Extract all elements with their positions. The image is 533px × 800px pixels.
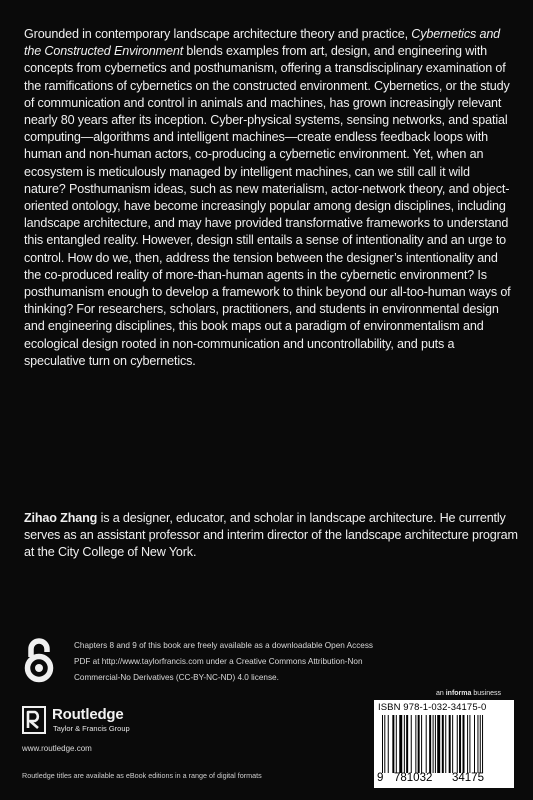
barcode-bar [449, 715, 451, 773]
description-lead: Grounded in contemporary landscape architecture theory and practice, [24, 27, 412, 41]
open-access-notice: Chapters 8 and 9 of this book are freely available as a downloadable Open Access PDF at http://www.taylorfrancis.com under a Creative Commons Attribution-Non Commercial-No Derivatives (CC-BY-NC-ND) 4.0 license. [74, 641, 374, 682]
barcode-bars [380, 715, 508, 773]
barcode-bar [477, 715, 478, 773]
barcode-bar [435, 715, 436, 773]
barcode-digits [374, 772, 514, 788]
isbn-label: ISBN 978-1-032-34175-0 [378, 702, 487, 713]
barcode-bar [411, 715, 412, 773]
barcode-bar [482, 715, 483, 773]
informa-brand: informa [445, 690, 472, 697]
barcode-bar [382, 715, 383, 773]
book-title-italic: Cybernetics and the Constructed Environment [24, 27, 501, 59]
barcode-bar [474, 715, 475, 773]
author-name: Zihao Zhang [24, 511, 98, 525]
barcode-bar [426, 715, 427, 773]
barcode-bar [396, 715, 397, 773]
barcode-bar [437, 715, 440, 773]
barcode-bar [392, 715, 394, 773]
barcode-bar [399, 715, 402, 773]
barcode-bar [452, 715, 453, 773]
barcode-bar [421, 715, 422, 773]
barcode-bar [469, 715, 470, 773]
isbn-barcode [374, 700, 514, 788]
open-access-icon [22, 638, 56, 684]
barcode-bar [463, 715, 465, 773]
barcode-bar [445, 715, 446, 773]
author-bio [24, 510, 519, 562]
barcode-digit-prefix: 9 [377, 772, 384, 784]
barcode-bar [418, 715, 420, 773]
barcode-bar [384, 715, 385, 773]
publisher-name: Routledge [52, 706, 124, 723]
publisher-block [22, 706, 202, 742]
publisher-group: Taylor & Francis Group [53, 724, 130, 733]
barcode-bar [467, 715, 468, 773]
description-body: blends examples from art, design, and engineering with concepts from cybernetics and posthumanism, offering a transdisciplinary examination of the ramifications of cybernetics on the constructed environment. Cybernetics, or the study of communication and control in animals and machines, has grown increasingly relevant nearly 80 years after its inception. Cyber-physical systems, sensing networks, and spatial computing—algorithms and intelligent machines—create endless feedback loops with human and non-human actors, co-producing a cybernetic environment. Yet, when an ecosystem is meticulously managed by intelligent machines, can we still call it wild nature? Posthumanism ideas, such as new materialism, actor-network theory, and object-oriented ontology, have become increasingly popular among design disciplines, including landscape architecture, and may have provided transformative frameworks to understand this entangled reality. However, design still entails a sense of intentionality and an urge to control. How do we, then, address the tension between the designer’s intentionality and the co-produced reality of more-than-human agents in the cybernetic environment? Is posthumanism enough to develop a framework to think beyond our all-too-human ways of thinking? For researchers, scholars, practitioners, and students in environmental design and engineering disciplines, this book maps out a paradigm of environmentalism and ecological design rooted in non-communication and uncontrollability, and puts a speculative turn on cybernetics. [24, 44, 511, 368]
barcode-digit-group-2: 34175 [452, 772, 484, 784]
ebook-note: Routledge titles are available as eBook editions in a range of digital formats [22, 771, 262, 780]
informa-tagline: an informa business [436, 690, 501, 697]
barcode-bar [415, 715, 416, 773]
barcode-bar [404, 715, 405, 773]
book-description [24, 26, 514, 370]
publisher-url: www.routledge.com [22, 744, 92, 753]
barcode-bar [457, 715, 458, 773]
barcode-bar [459, 715, 461, 773]
barcode-bar [429, 715, 431, 773]
routledge-logo-icon [22, 706, 46, 734]
barcode-bar [406, 715, 408, 773]
barcode-bar [480, 715, 481, 773]
author-bio-text: is a designer, educator, and scholar in landscape architecture. He currently serves as an assistant professor and interim director of the landscape architecture program at the City College of New York. [24, 511, 518, 560]
barcode-bar [442, 715, 444, 773]
barcode-bar [433, 715, 434, 773]
barcode-bar [388, 715, 389, 773]
barcode-digit-group-1: 781032 [394, 772, 433, 784]
